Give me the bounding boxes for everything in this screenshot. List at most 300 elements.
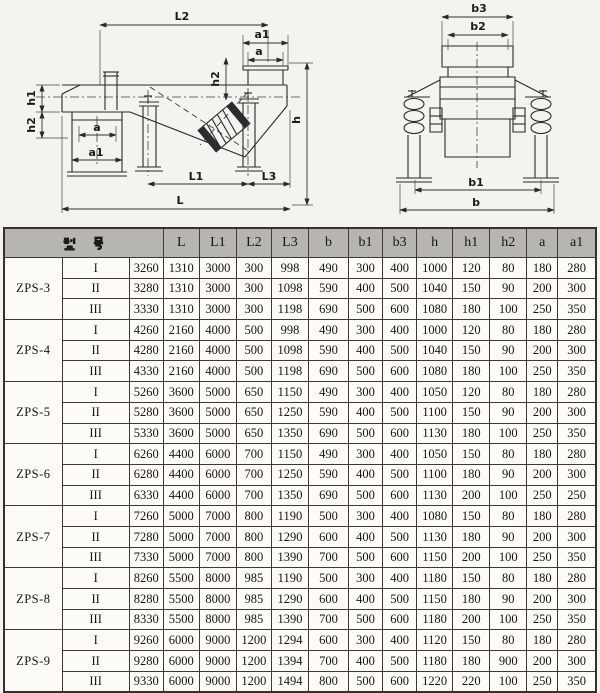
value-cell: 9000: [199, 651, 236, 672]
value-cell: 200: [527, 589, 558, 610]
value-cell: 350: [558, 299, 596, 320]
value-cell: 80: [490, 382, 527, 403]
value-cell: 100: [490, 423, 527, 444]
value-cell: 590: [308, 278, 348, 299]
value-cell: 180: [453, 464, 490, 485]
model-cell: ZPS-5: [4, 382, 62, 444]
value-cell: 300: [558, 464, 596, 485]
value-cell: 1390: [271, 609, 308, 630]
value-cell: 1080: [417, 361, 453, 382]
value-cell: 5500: [163, 609, 199, 630]
dimension-a-top: [248, 45, 283, 66]
table-row: [4, 340, 596, 361]
value-cell: 1150: [417, 589, 453, 610]
end-view-diagram: [330, 0, 600, 222]
value-cell: 80: [490, 630, 527, 651]
value-cell: 7000: [199, 506, 236, 527]
value-cell: 250: [527, 609, 558, 630]
column-header: L1: [199, 228, 236, 258]
value-cell: 4400: [163, 485, 199, 506]
value-cell: 200: [527, 526, 558, 547]
column-header: h2: [490, 228, 527, 258]
table-row: [4, 278, 596, 299]
value-cell: 280: [558, 568, 596, 589]
table-row: [4, 526, 596, 547]
value-cell: 180: [453, 361, 490, 382]
value-cell: 250: [527, 671, 558, 692]
dimension-h2-right: [209, 58, 226, 100]
value-cell: 5260: [129, 382, 163, 403]
value-cell: 1130: [417, 423, 453, 444]
model-cell: ZPS-4: [4, 320, 62, 382]
value-cell: 90: [490, 278, 527, 299]
table-row: [4, 320, 596, 341]
value-cell: 4400: [163, 464, 199, 485]
value-cell: 9280: [129, 651, 163, 672]
value-cell: 600: [308, 526, 348, 547]
value-cell: 350: [558, 547, 596, 568]
dim-label-L3: L3: [261, 170, 277, 183]
value-cell: 300: [558, 340, 596, 361]
value-cell: 1050: [417, 444, 453, 465]
column-header: h1: [453, 228, 490, 258]
value-cell: 5000: [199, 382, 236, 403]
value-cell: 2160: [163, 320, 199, 341]
dim-label-h2: h2: [209, 71, 222, 87]
value-cell: 100: [490, 671, 527, 692]
value-cell: 280: [558, 506, 596, 527]
value-cell: 500: [383, 464, 417, 485]
value-cell: 200: [453, 485, 490, 506]
value-cell: 5000: [199, 423, 236, 444]
value-cell: 250: [527, 423, 558, 444]
table-row: [4, 402, 596, 423]
value-cell: 80: [490, 444, 527, 465]
value-cell: 180: [527, 506, 558, 527]
value-cell: 1310: [163, 278, 199, 299]
value-cell: 500: [383, 340, 417, 361]
value-cell: 200: [527, 464, 558, 485]
value-cell: 1220: [417, 671, 453, 692]
column-header: b3: [383, 228, 417, 258]
value-cell: 90: [490, 402, 527, 423]
body-outline: [407, 42, 548, 168]
variant-type-cell: I: [62, 630, 129, 651]
model-cell: ZPS-9: [4, 630, 62, 693]
value-cell: 400: [349, 526, 383, 547]
variant-type-cell: II: [62, 402, 129, 423]
value-cell: 8000: [199, 589, 236, 610]
value-cell: 300: [558, 278, 596, 299]
value-cell: 590: [308, 464, 348, 485]
value-cell: 500: [349, 547, 383, 568]
dim-label-L1: L1: [188, 170, 204, 183]
value-cell: 300: [349, 630, 383, 651]
value-cell: 1080: [417, 506, 453, 527]
value-cell: 1290: [271, 589, 308, 610]
value-cell: 300: [349, 568, 383, 589]
model-cell: ZPS-7: [4, 506, 62, 568]
value-cell: 500: [349, 423, 383, 444]
value-cell: 280: [558, 320, 596, 341]
value-cell: 400: [383, 444, 417, 465]
value-cell: 500: [236, 361, 271, 382]
dim-label-b1: b1: [468, 176, 484, 189]
model-cell: ZPS-8: [4, 568, 62, 630]
value-cell: 1200: [236, 651, 271, 672]
value-cell: 500: [383, 402, 417, 423]
dimension-h: [289, 63, 313, 205]
value-cell: 1310: [163, 258, 199, 279]
value-cell: 985: [236, 568, 271, 589]
value-cell: 6330: [129, 485, 163, 506]
value-cell: 100: [490, 361, 527, 382]
value-cell: 120: [453, 382, 490, 403]
value-cell: 600: [383, 609, 417, 630]
value-cell: 150: [453, 340, 490, 361]
value-cell: 180: [527, 382, 558, 403]
value-cell: 400: [349, 589, 383, 610]
value-cell: 120: [453, 258, 490, 279]
value-cell: 985: [236, 609, 271, 630]
value-cell: 500: [236, 340, 271, 361]
hanzi-xing-glyph: [62, 236, 77, 251]
variant-type-cell: II: [62, 526, 129, 547]
value-cell: 400: [383, 382, 417, 403]
value-cell: 3330: [129, 299, 163, 320]
value-cell: 250: [527, 547, 558, 568]
value-cell: 1190: [271, 506, 308, 527]
dim-label-h2: h2: [25, 117, 38, 133]
column-header: L2: [236, 228, 271, 258]
variant-type-cell: III: [62, 423, 129, 444]
table-row: [4, 382, 596, 403]
value-cell: 8000: [199, 609, 236, 630]
value-cell: 300: [349, 506, 383, 527]
variant-type-cell: III: [62, 361, 129, 382]
value-cell: 280: [558, 630, 596, 651]
value-cell: 800: [236, 526, 271, 547]
value-cell: 200: [527, 402, 558, 423]
outlet-duct: [243, 66, 288, 85]
value-cell: 5280: [129, 402, 163, 423]
value-cell: 400: [383, 320, 417, 341]
dim-label-a: a: [93, 121, 101, 134]
value-cell: 180: [453, 526, 490, 547]
value-cell: 350: [558, 423, 596, 444]
value-cell: 650: [236, 382, 271, 403]
table-row: [4, 589, 596, 610]
value-cell: 350: [558, 361, 596, 382]
value-cell: 300: [349, 444, 383, 465]
value-cell: 150: [453, 506, 490, 527]
value-cell: 100: [490, 547, 527, 568]
value-cell: 350: [558, 609, 596, 630]
table-row: [4, 651, 596, 672]
value-cell: 6000: [163, 630, 199, 651]
variant-type-cell: I: [62, 568, 129, 589]
value-cell: 80: [490, 258, 527, 279]
value-cell: 400: [383, 630, 417, 651]
value-cell: 180: [527, 444, 558, 465]
value-cell: 5330: [129, 423, 163, 444]
dimension-h2-left: [25, 112, 68, 138]
value-cell: 1000: [417, 258, 453, 279]
dim-label-L2: L2: [174, 10, 190, 23]
value-cell: 150: [453, 444, 490, 465]
table-row: [4, 258, 596, 279]
value-cell: 400: [349, 340, 383, 361]
value-cell: 8280: [129, 589, 163, 610]
value-cell: 500: [383, 278, 417, 299]
variant-type-cell: III: [62, 609, 129, 630]
value-cell: 6000: [199, 485, 236, 506]
value-cell: 1310: [163, 299, 199, 320]
value-cell: 490: [308, 258, 348, 279]
value-cell: 900: [490, 651, 527, 672]
value-cell: 9330: [129, 671, 163, 692]
dimension-L3: [248, 110, 290, 188]
value-cell: 985: [236, 589, 271, 610]
variant-type-cell: III: [62, 299, 129, 320]
dim-label-b: b: [472, 196, 480, 209]
value-cell: 3260: [129, 258, 163, 279]
value-cell: 700: [308, 609, 348, 630]
value-cell: 500: [383, 589, 417, 610]
dimension-a1-duct: [72, 146, 122, 160]
value-cell: 150: [453, 630, 490, 651]
spec-table-body: [4, 258, 596, 693]
value-cell: 1190: [271, 568, 308, 589]
value-cell: 400: [383, 258, 417, 279]
value-cell: 690: [308, 423, 348, 444]
variant-type-cell: III: [62, 671, 129, 692]
value-cell: 4000: [199, 361, 236, 382]
feed-stub: [103, 72, 119, 110]
value-cell: 490: [308, 382, 348, 403]
table-row: [4, 568, 596, 589]
value-cell: 1394: [271, 651, 308, 672]
value-cell: 490: [308, 320, 348, 341]
value-cell: 500: [236, 320, 271, 341]
value-cell: 300: [558, 651, 596, 672]
value-cell: 90: [490, 464, 527, 485]
dim-label-a1: a1: [254, 28, 270, 41]
variant-type-cell: III: [62, 547, 129, 568]
value-cell: 600: [383, 485, 417, 506]
value-cell: 250: [527, 299, 558, 320]
value-cell: 500: [308, 568, 348, 589]
value-cell: 180: [527, 568, 558, 589]
column-header: h: [417, 228, 453, 258]
value-cell: 1290: [271, 526, 308, 547]
variant-type-cell: II: [62, 589, 129, 610]
variant-type-cell: I: [62, 444, 129, 465]
dimension-h1-left: [25, 85, 60, 112]
value-cell: 650: [236, 402, 271, 423]
value-cell: 300: [349, 258, 383, 279]
value-cell: 600: [383, 547, 417, 568]
value-cell: 700: [236, 485, 271, 506]
value-cell: 1120: [417, 630, 453, 651]
value-cell: 1040: [417, 278, 453, 299]
dimension-a-duct: [79, 121, 116, 135]
column-header: a: [527, 228, 558, 258]
value-cell: 7000: [199, 547, 236, 568]
value-cell: 690: [308, 299, 348, 320]
side-view-diagram: [0, 0, 330, 222]
value-cell: 1150: [417, 547, 453, 568]
value-cell: 1180: [417, 568, 453, 589]
variant-type-cell: II: [62, 278, 129, 299]
value-cell: 300: [558, 526, 596, 547]
value-cell: 3600: [163, 402, 199, 423]
hanzi-hao-glyph: [91, 236, 106, 251]
value-cell: 800: [236, 506, 271, 527]
value-cell: 600: [383, 361, 417, 382]
value-cell: 100: [490, 609, 527, 630]
value-cell: 2160: [163, 340, 199, 361]
value-cell: 998: [271, 258, 308, 279]
table-row: [4, 485, 596, 506]
value-cell: 600: [383, 423, 417, 444]
variant-type-cell: II: [62, 340, 129, 361]
value-cell: 500: [349, 361, 383, 382]
column-header: L: [163, 228, 199, 258]
value-cell: 400: [349, 278, 383, 299]
table-row: [4, 671, 596, 692]
value-cell: 6000: [163, 651, 199, 672]
value-cell: 200: [453, 547, 490, 568]
variant-type-cell: III: [62, 485, 129, 506]
dim-label-a: a: [255, 45, 263, 58]
table-header-row: [4, 228, 596, 258]
value-cell: 400: [349, 651, 383, 672]
value-cell: 280: [558, 382, 596, 403]
value-cell: 3000: [199, 299, 236, 320]
value-cell: 400: [383, 568, 417, 589]
variant-type-cell: I: [62, 506, 129, 527]
value-cell: 150: [453, 278, 490, 299]
value-cell: 250: [558, 485, 596, 506]
value-cell: 1180: [417, 651, 453, 672]
value-cell: 500: [349, 299, 383, 320]
value-cell: 200: [527, 278, 558, 299]
value-cell: 300: [236, 278, 271, 299]
variant-type-cell: I: [62, 320, 129, 341]
value-cell: 1100: [417, 402, 453, 423]
value-cell: 120: [453, 320, 490, 341]
value-cell: 5000: [199, 402, 236, 423]
value-cell: 80: [490, 320, 527, 341]
value-cell: 8260: [129, 568, 163, 589]
value-cell: 80: [490, 568, 527, 589]
value-cell: 1180: [417, 609, 453, 630]
vibrator-motor: [198, 102, 250, 152]
value-cell: 500: [383, 526, 417, 547]
value-cell: 600: [383, 671, 417, 692]
spec-table: [3, 227, 597, 693]
value-cell: 9000: [199, 630, 236, 651]
value-cell: 1000: [417, 320, 453, 341]
table-row: [4, 547, 596, 568]
value-cell: 6280: [129, 464, 163, 485]
value-cell: 700: [308, 651, 348, 672]
value-cell: 300: [558, 402, 596, 423]
value-cell: 6000: [199, 444, 236, 465]
value-cell: 1198: [271, 299, 308, 320]
technical-drawings: [0, 0, 600, 222]
variant-type-cell: II: [62, 651, 129, 672]
value-cell: 80: [490, 506, 527, 527]
value-cell: 590: [308, 402, 348, 423]
value-cell: 180: [527, 258, 558, 279]
value-cell: 4280: [129, 340, 163, 361]
spring-assembly-left: [396, 90, 442, 182]
value-cell: 800: [308, 671, 348, 692]
value-cell: 998: [271, 320, 308, 341]
column-header: L3: [271, 228, 308, 258]
value-cell: 150: [453, 568, 490, 589]
table-row: [4, 299, 596, 320]
value-cell: 1350: [271, 423, 308, 444]
table-header-model: [4, 228, 163, 258]
value-cell: 1130: [417, 526, 453, 547]
value-cell: 200: [527, 340, 558, 361]
dimension-L1: [148, 170, 248, 184]
value-cell: 220: [453, 671, 490, 692]
value-cell: 700: [236, 464, 271, 485]
table-row: [4, 630, 596, 651]
value-cell: 4330: [129, 361, 163, 382]
value-cell: 7330: [129, 547, 163, 568]
value-cell: 90: [490, 589, 527, 610]
value-cell: 600: [383, 299, 417, 320]
value-cell: 280: [558, 444, 596, 465]
dimension-b1: [415, 176, 541, 194]
value-cell: 180: [453, 651, 490, 672]
value-cell: 1100: [417, 464, 453, 485]
value-cell: 490: [308, 444, 348, 465]
value-cell: 800: [236, 547, 271, 568]
value-cell: 3600: [163, 423, 199, 444]
value-cell: 150: [453, 402, 490, 423]
value-cell: 300: [349, 320, 383, 341]
value-cell: 1390: [271, 547, 308, 568]
value-cell: 400: [383, 506, 417, 527]
value-cell: 6260: [129, 444, 163, 465]
value-cell: 1040: [417, 340, 453, 361]
value-cell: 6000: [199, 464, 236, 485]
value-cell: 500: [383, 651, 417, 672]
variant-type-cell: II: [62, 464, 129, 485]
value-cell: 1350: [271, 485, 308, 506]
value-cell: 1098: [271, 340, 308, 361]
dim-label-b3: b3: [471, 2, 487, 15]
value-cell: 8330: [129, 609, 163, 630]
value-cell: 5000: [163, 506, 199, 527]
value-cell: 8000: [199, 568, 236, 589]
value-cell: 200: [527, 651, 558, 672]
value-cell: 500: [349, 609, 383, 630]
value-cell: 300: [236, 258, 271, 279]
value-cell: 600: [308, 630, 348, 651]
value-cell: 9260: [129, 630, 163, 651]
value-cell: 500: [308, 506, 348, 527]
value-cell: 5000: [163, 547, 199, 568]
trough-outline: [36, 85, 300, 157]
value-cell: 1250: [271, 464, 308, 485]
